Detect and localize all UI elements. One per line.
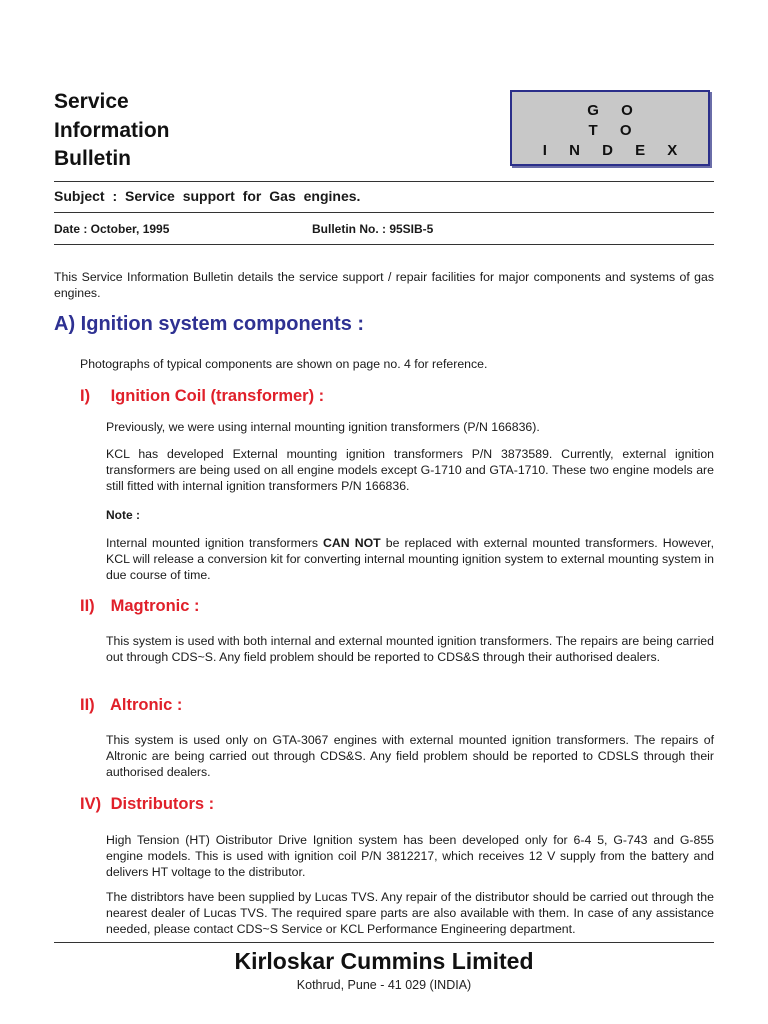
ignition-coil-title: Ignition Coil (transformer) :	[110, 387, 325, 405]
subject-line: Subject : Service support for Gas engines.	[54, 188, 361, 204]
note-label: Note :	[106, 508, 140, 522]
go-to-index-button[interactable]	[510, 90, 710, 166]
distributors-paragraph-1: High Tension (HT) Oistributor Drive Ignition system has been developed only for 6-4 5, G-743 and G-855 engine models. This is used with ignition coil P/N 3812217, which receives 12 V supply from the battery and delivers HT voltage to the distributor.	[106, 833, 714, 879]
note-emphasis: CAN NOT	[323, 536, 381, 550]
bulletin-date: Date : October, 1995	[54, 222, 170, 236]
distributors-heading	[80, 795, 214, 814]
altronic-paragraph: This system is used only on GTA-3067 engines with external mounted ignition transformers. The repairs of Altronic are being carried out through CDS&S. Any field problem should be reported to CDSLS through their authorised dealers.	[106, 733, 714, 779]
section-a-heading	[54, 313, 364, 336]
title-line-2: Information	[54, 118, 170, 142]
distributors-title: Distributors :	[110, 795, 215, 813]
distributors-paragraph-2: The distribtors have been supplied by Lucas TVS. Any repair of the distributor should be carried out through the nearest dealer of Lucas TVS. The required spare parts are also available with them. In case of any assistance needed, please contact CDS~S Service or KCL Performance Engineering department.	[106, 890, 714, 936]
go-to-index-line-1: G O	[587, 102, 642, 119]
magtronic-paragraph: This system is used with both internal and external mounted ignition transformers. The repairs are being carried out through CDS~S. Any field problem should be reported to CDS&S through their authorised dealers.	[106, 634, 714, 664]
title-line-3: Bulletin	[54, 147, 131, 170]
section-a-number: A)	[54, 313, 76, 335]
distributors-number: IV)	[80, 795, 102, 813]
meta-divider	[54, 244, 714, 245]
section-a-title: Ignition system components :	[80, 313, 365, 335]
note-paragraph	[106, 535, 714, 583]
intro-paragraph: This Service Information Bulletin details the service support / repair facilities for major components and systems of gas engines.	[54, 270, 714, 300]
ignition-coil-heading	[80, 387, 324, 406]
altronic-title: Altronic :	[109, 696, 183, 714]
ignition-coil-paragraph-1: Previously, we were using internal mounting ignition transformers (P/N 166836).	[106, 420, 540, 434]
company-name: Kirloskar Cummins Limited	[234, 948, 534, 974]
bulletin-title	[54, 88, 354, 174]
note-text-start: Internal mounted ignition transformers	[106, 536, 324, 550]
go-to-index-line-3: I N D E X	[542, 142, 687, 159]
altronic-heading	[80, 696, 182, 715]
title-line-1: Service	[54, 90, 129, 113]
footer-divider	[54, 942, 714, 943]
ignition-coil-number: I)	[80, 387, 91, 405]
magtronic-title: Magtronic :	[110, 597, 200, 615]
bulletin-number: Bulletin No. : 95SIB-5	[312, 222, 434, 236]
section-a-text: Photographs of typical components are shown on page no. 4 for reference.	[80, 357, 488, 371]
ignition-coil-paragraph-2: KCL has developed External mounting ignition transformers P/N 3873589. Currently, external ignition transformers are being used on all engine models except G-1710 and GTA-1710. These two engine models are still fitted with internal ignition transformers P/N 166836.	[106, 447, 714, 493]
company-address: Kothrud, Pune - 41 029 (INDIA)	[296, 978, 472, 992]
magtronic-heading	[80, 597, 200, 616]
subject-divider	[54, 212, 714, 213]
bulletin-page	[54, 0, 714, 1024]
note-text-end: be replaced with external mounted transformers. However, KCL will release a conversion kit for converting internal mounting ignition system to external mounting system in due course of time.	[106, 536, 714, 582]
magtronic-number: II)	[80, 597, 95, 615]
go-to-index-line-2: T O	[588, 122, 641, 139]
altronic-number: II)	[80, 696, 95, 714]
header-divider	[54, 181, 714, 182]
